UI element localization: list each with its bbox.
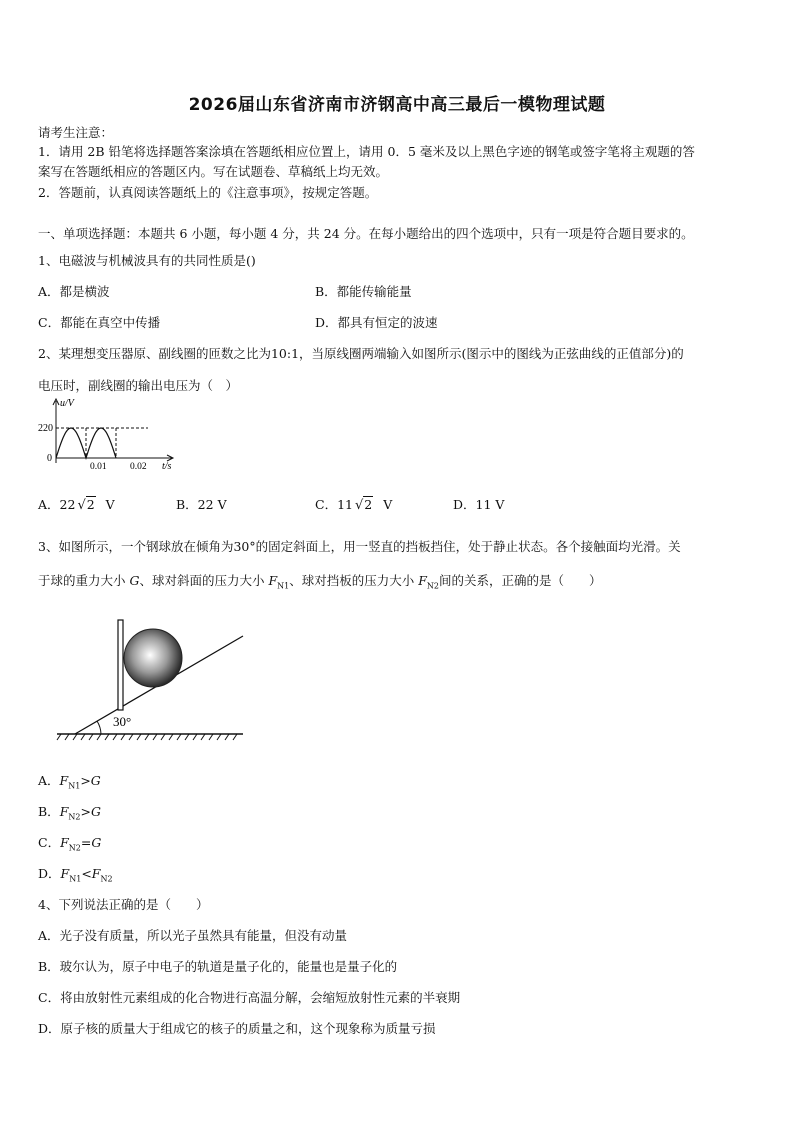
subscript-n2: N2: [100, 874, 113, 884]
q3-option-c: [38, 833, 101, 853]
q2-option-b: B．22 V: [176, 497, 227, 512]
angle-label: 30°: [113, 714, 132, 729]
q3-option-d: [38, 864, 113, 884]
q3-option-b: [38, 802, 101, 822]
relation: <F: [81, 866, 101, 881]
notice-heading: 请考生注意：: [38, 125, 114, 140]
vertical-baffle: [118, 620, 123, 710]
question-4-stem: 4、下列说法正确的是（ ）: [38, 897, 209, 912]
question-3-stem-line-1: 3、如图所示，一个钢球放在倾角为30°的固定斜面上，用一竖直的挡板挡住，处于静止状态。各个接触面均光滑。关: [38, 539, 681, 554]
section-heading: 一、单项选择题：本题共 6 小题，每小题 4 分，共 24 分。在每小题给出的四个选项中，只有一项是符合题目要求的。: [38, 226, 694, 241]
option-letter: A．: [38, 773, 60, 788]
q1-option-c: C．都能在真空中传播: [38, 315, 161, 330]
angle-arc: [97, 721, 101, 734]
steel-ball: [124, 629, 182, 687]
sqrt-radicand: 2: [86, 497, 95, 512]
sqrt-symbol: √2: [77, 497, 95, 513]
x-tick-label-1: 0.01: [90, 462, 107, 472]
relation: =G: [80, 835, 102, 850]
page-title: 2026届山东省济南市济钢高中高三最后一模物理试题: [188, 95, 606, 115]
incline-ball-figure: [55, 612, 250, 747]
subscript-n2: N2: [68, 843, 81, 853]
notice-item-2: 2．答题前，认真阅读答题纸上的《注意事项》，按规定答题。: [38, 185, 378, 200]
q3-option-a: [38, 771, 101, 791]
voltage-graph: [38, 395, 188, 475]
q3-text-part-a: 于球的重力大小: [38, 573, 130, 588]
symbol-f: F: [418, 573, 427, 588]
question-2-stem-line-1: 2、某理想变压器原、副线圈的匝数之比为10:1，当原线圈两端输入如图所示(图示中的图线为正弦曲线的正值部分)的: [38, 346, 684, 361]
subscript-n1: N1: [277, 581, 290, 591]
notice-item-1-line-1: 1．请用 2B 铅笔将选择题答案涂填在答题纸相应位置上，请用 0．5 毫米及以上黑色字迹的钢笔或签字笔将主观题的答: [38, 144, 695, 159]
subscript-n2: N2: [426, 581, 440, 591]
relation: >G: [80, 804, 101, 819]
subscript-n1: N1: [69, 874, 82, 884]
y-axis-label: u/V: [60, 398, 74, 409]
y-tick-label: 220: [38, 423, 53, 434]
q2-option-a-prefix: A．22: [38, 497, 76, 512]
x-tick-label-2: 0.02: [130, 462, 147, 472]
q3-text-part-b: 、球对斜面的压力大小: [139, 573, 269, 588]
notice-item-1-line-2: 案写在答题纸相应的答题区内。写在试题卷、草稿纸上均无效。: [38, 164, 389, 179]
sqrt-symbol: √2: [354, 497, 373, 513]
q2-option-c-prefix: C．11: [315, 497, 353, 512]
q2-option-d: D．11 V: [453, 497, 505, 512]
option-letter: B．: [38, 804, 60, 819]
q1-option-a: A．都是横波: [38, 284, 110, 299]
q4-option-a: A．光子没有质量，所以光子虽然具有能量，但没有动量: [38, 928, 348, 943]
q4-option-b: B．玻尔认为，原子中电子的轨道是量子化的，能量也是量子化的: [38, 959, 398, 974]
question-2-stem-line-2: 电压时，副线圈的输出电压为（ ）: [38, 378, 239, 393]
q3-text-part-d: 间的关系，正确的是（ ）: [439, 573, 602, 588]
q4-option-d: D．原子核的质量大于组成它的核子的质量之和，这个现象称为质量亏损: [38, 1021, 436, 1036]
relation: >G: [80, 773, 101, 788]
q1-option-d: D．都具有恒定的波速: [315, 315, 438, 330]
q2-option-a: [38, 495, 115, 513]
symbol-f: F: [60, 866, 70, 881]
q3-text-part-c: 、球对挡板的压力大小: [289, 573, 419, 588]
subscript-n2: N2: [68, 812, 81, 822]
x-axis-label: t/s: [162, 461, 172, 472]
q4-option-c: C．将由放射性元素组成的化合物进行高温分解，会缩短放射性元素的半衰期: [38, 990, 461, 1005]
subscript-n1: N1: [68, 781, 81, 791]
q2-option-c: [315, 495, 392, 513]
q2-option-c-unit: V: [383, 497, 393, 512]
symbol-f: F: [59, 804, 69, 819]
option-letter: D．: [38, 866, 61, 881]
q2-option-a-unit: V: [105, 497, 115, 512]
symbol-f: F: [59, 773, 69, 788]
symbol-g: G: [129, 573, 140, 588]
option-letter: C．: [38, 835, 61, 850]
q1-option-b: B．都能传输能量: [315, 284, 412, 299]
ground-hatching: [57, 734, 237, 740]
question-3-stem-line-2: [38, 571, 602, 591]
origin-label: 0: [47, 453, 52, 464]
sqrt-radicand: 2: [364, 497, 373, 512]
question-1-stem: 1、电磁波与机械波具有的共同性质是(): [38, 253, 256, 268]
symbol-f: F: [60, 835, 69, 850]
symbol-f: F: [268, 573, 278, 588]
